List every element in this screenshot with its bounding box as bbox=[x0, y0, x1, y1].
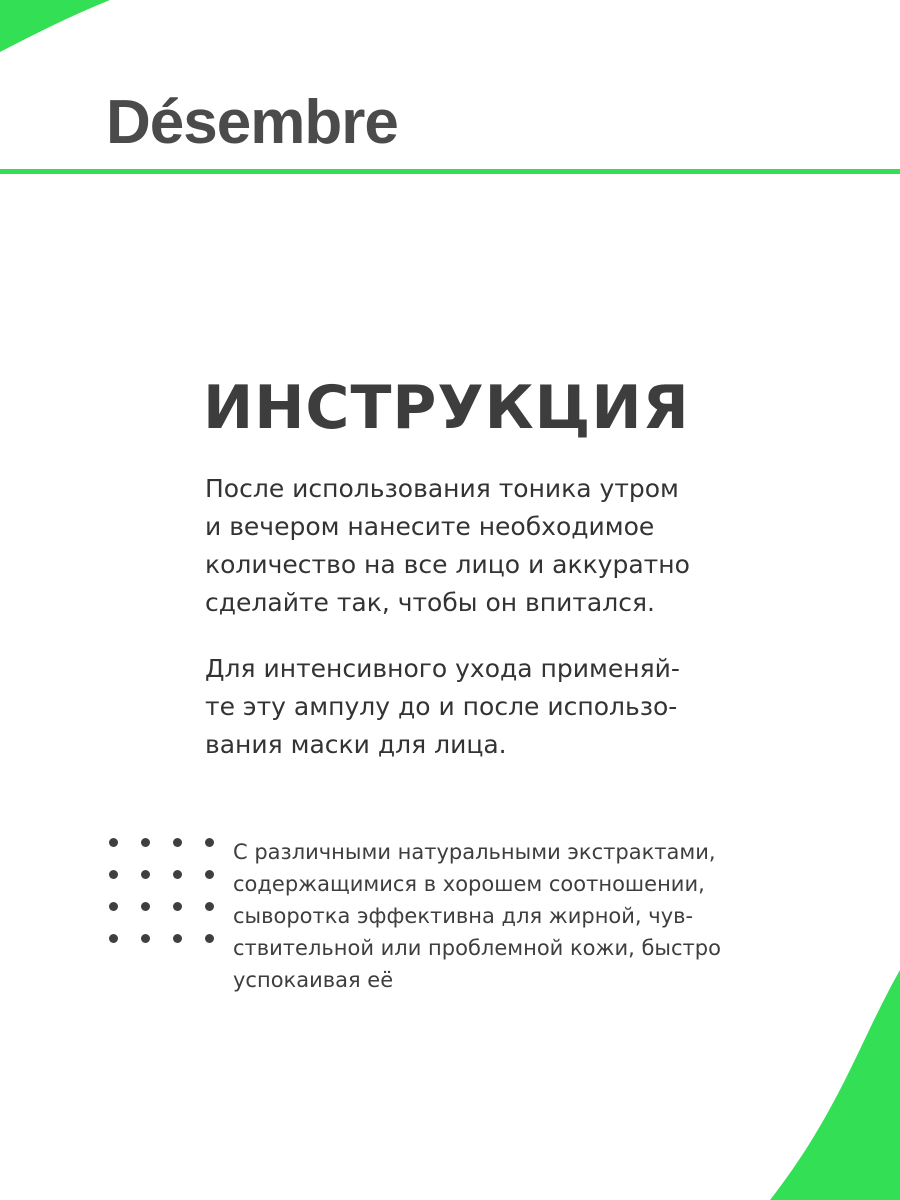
dot bbox=[205, 902, 214, 911]
dot bbox=[205, 870, 214, 879]
dot bbox=[173, 902, 182, 911]
dot bbox=[141, 934, 150, 943]
dot bbox=[141, 902, 150, 911]
dot bbox=[173, 870, 182, 879]
dot bbox=[173, 838, 182, 847]
dot bbox=[205, 934, 214, 943]
dot bbox=[109, 902, 118, 911]
header-divider bbox=[0, 169, 900, 174]
dot bbox=[173, 934, 182, 943]
dot bbox=[141, 870, 150, 879]
instruction-paragraph-1: После использования тоника утром и вечером нанесите необходимое количество на все лицо и аккуратно сделайте так, чтобы он впитался. bbox=[205, 474, 690, 617]
dot bbox=[109, 838, 118, 847]
feature-description: С различными натуральными экстрактами, содержащимися в хорошем соотношении, сыворотка эффективна для жирной, чув- ствительной или проблемной кожи, быстро успокаивая её bbox=[233, 840, 721, 992]
instruction-paragraph-2: Для интенсивного ухода применяй- те эту ампулу до и после использо- вания маски для лица. bbox=[205, 654, 680, 759]
bottom-right-green-wave bbox=[770, 970, 900, 1200]
dot bbox=[205, 838, 214, 847]
dot bbox=[109, 934, 118, 943]
dot bbox=[141, 838, 150, 847]
dot-grid-decoration bbox=[109, 838, 214, 943]
top-left-green-wave bbox=[0, 0, 110, 52]
brand-logo: Désembre bbox=[106, 88, 398, 157]
page-title: ИНСТРУКЦИЯ bbox=[203, 373, 690, 443]
dot bbox=[109, 870, 118, 879]
